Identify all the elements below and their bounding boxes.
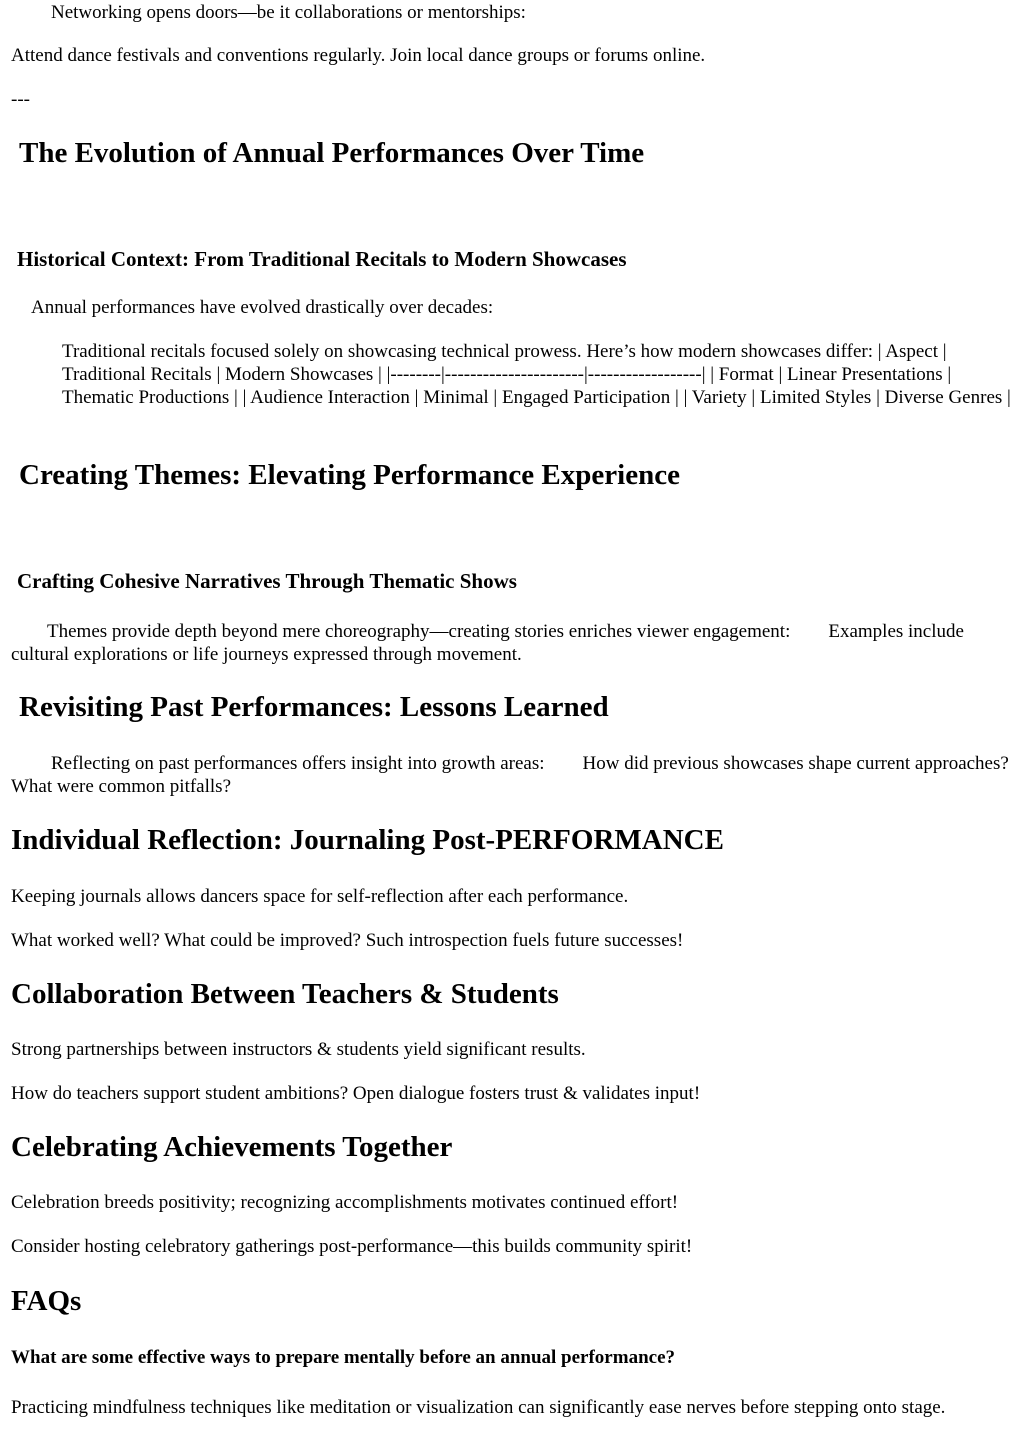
journaling-paragraph-2: What worked well? What could be improved? Such introspection fuels future successes! <box>11 930 684 951</box>
revisiting-heading: Revisiting Past Performances: Lessons Learned <box>19 691 609 723</box>
collaboration-heading: Collaboration Between Teachers & Students <box>11 978 559 1010</box>
section-divider: --- <box>11 89 30 110</box>
faq-answer-1: Practicing mindfulness techniques like meditation or visualization can significantly ease nerves before stepping onto stage. <box>11 1397 946 1418</box>
journaling-heading: Individual Reflection: Journaling Post-PERFORMANCE <box>11 824 724 856</box>
historical-context-subheading: Historical Context: From Traditional Recitals to Modern Showcases <box>17 247 627 271</box>
revisiting-paragraph <box>11 752 1011 798</box>
evolution-heading: The Evolution of Annual Performances Over Time <box>19 137 645 169</box>
celebrating-paragraph-1: Celebration breeds positivity; recognizing accomplishments motivates continued effort! <box>11 1192 679 1213</box>
evolution-intro: Annual performances have evolved drastically over decades: <box>31 297 494 318</box>
celebrating-heading: Celebrating Achievements Together <box>11 1131 453 1163</box>
themes-paragraph-a: Themes provide depth beyond mere choreography—creating stories enriches viewer engagement: <box>47 621 791 642</box>
themes-paragraph <box>11 620 1011 666</box>
revisiting-paragraph-b: How did previous showcases shape current approaches? What were common pitfalls? <box>11 753 1009 797</box>
faqs-heading: FAQs <box>11 1285 82 1317</box>
networking-intro: Networking opens doors—be it collaborations or mentorships: <box>51 2 526 23</box>
comparison-table-text: Traditional recitals focused solely on showcasing technical prowess. Here’s how modern showcases differ: | Aspect | Traditional Recitals | Modern Showcases | |--------|----------------------|------------------| | Format | Linear Presentations | Thematic Productions | | Audience Interaction | Minimal | Engaged Participation | | Variety | Limited Styles | Diverse Genres | <box>62 341 1011 408</box>
thematic-shows-subheading: Crafting Cohesive Narratives Through Thematic Shows <box>17 569 517 593</box>
journaling-paragraph-1: Keeping journals allows dancers space for self-reflection after each performance. <box>11 886 629 907</box>
celebrating-paragraph-2: Consider hosting celebratory gatherings post-performance—this builds community spirit! <box>11 1236 693 1257</box>
networking-tip: Attend dance festivals and conventions regularly. Join local dance groups or forums online. <box>11 45 706 66</box>
themes-paragraph-b: Examples include cultural explorations or life journeys expressed through movement. <box>11 621 964 665</box>
collaboration-paragraph-1: Strong partnerships between instructors & students yield significant results. <box>11 1039 586 1060</box>
faq-question-1: What are some effective ways to prepare mentally before an annual performance? <box>11 1347 675 1368</box>
collaboration-paragraph-2: How do teachers support student ambitions? Open dialogue fosters trust & validates input! <box>11 1083 701 1104</box>
revisiting-paragraph-a: Reflecting on past performances offers insight into growth areas: <box>51 753 545 774</box>
themes-heading: Creating Themes: Elevating Performance Experience <box>19 459 680 491</box>
